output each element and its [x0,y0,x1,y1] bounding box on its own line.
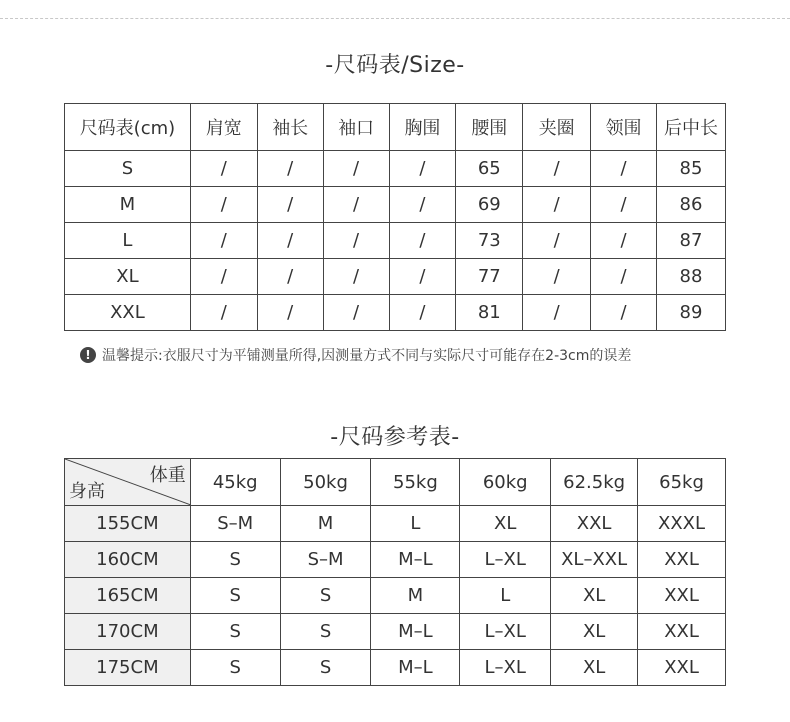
reference-header-row [65,459,726,506]
table-cell: XXL [638,578,726,614]
table-cell: M–L [371,542,460,578]
table-cell: M–L [371,614,460,650]
table-cell: XXXL [638,506,726,542]
table-cell: XL [551,578,638,614]
table-cell: 85 [657,151,726,187]
size-chart-table [64,103,726,331]
weight-header: 62.5kg [551,459,638,506]
table-cell: / [389,295,456,331]
table-cell: L [460,578,551,614]
table-cell: M [65,187,191,223]
table-cell: 77 [456,259,523,295]
exclamation-icon: ! [80,347,96,363]
table-cell: XL [551,614,638,650]
top-dashed-divider [0,18,790,19]
table-cell: XL [65,259,191,295]
table-cell: / [389,223,456,259]
table-cell: / [323,259,389,295]
table-row [65,542,726,578]
table-cell: M [371,578,460,614]
table-cell: / [389,259,456,295]
table-cell: S–M [190,506,280,542]
table-cell: L–XL [460,614,551,650]
table-row [65,187,726,223]
table-cell: / [523,223,591,259]
table-cell: XL [551,650,638,686]
table-cell: 86 [657,187,726,223]
table-cell: XL [460,506,551,542]
weight-header: 45kg [190,459,280,506]
table-cell: XL–XXL [551,542,638,578]
header-size-cm: 尺码表(cm) [65,104,191,151]
table-cell: / [323,223,389,259]
measurement-note-text: 温馨提示:衣服尺寸为平铺测量所得,因测量方式不同与实际尺寸可能存在2-3cm的误差 [102,348,632,364]
height-cell: 155CM [65,506,191,542]
header-collar: 领围 [591,104,657,151]
table-cell: / [257,223,323,259]
table-cell: 89 [657,295,726,331]
table-cell: 73 [456,223,523,259]
table-cell: L [371,506,460,542]
header-shoulder: 肩宽 [190,104,257,151]
table-cell: S [280,578,371,614]
table-row [65,578,726,614]
table-cell: / [323,295,389,331]
table-cell: / [591,259,657,295]
table-cell: 87 [657,223,726,259]
table-cell: / [523,259,591,295]
table-row [65,259,726,295]
table-cell: / [591,223,657,259]
header-armhole: 夹圈 [523,104,591,151]
table-row [65,506,726,542]
table-cell: / [190,187,257,223]
table-cell: / [523,151,591,187]
weight-header: 60kg [460,459,551,506]
reference-chart-title: -尺码参考表- [330,425,460,450]
table-cell: / [591,151,657,187]
table-cell: XXL [551,506,638,542]
table-cell: / [190,223,257,259]
header-chest: 胸围 [389,104,456,151]
table-cell: / [523,187,591,223]
table-cell: M–L [371,650,460,686]
table-cell: / [323,151,389,187]
weight-header: 55kg [371,459,460,506]
table-row [65,223,726,259]
table-cell: S [190,542,280,578]
table-cell: / [389,151,456,187]
table-cell: / [523,295,591,331]
table-cell: / [190,295,257,331]
measurement-note [80,345,631,365]
table-cell: 69 [456,187,523,223]
size-chart-title: -尺码表/Size- [325,53,465,78]
weight-label: 体重 [149,465,186,486]
table-cell: / [389,187,456,223]
table-cell: L–XL [460,542,551,578]
table-cell: 81 [456,295,523,331]
header-sleeve-length: 袖长 [257,104,323,151]
table-cell: L [65,223,191,259]
table-cell: XXL [638,650,726,686]
table-row [65,650,726,686]
table-cell: L–XL [460,650,551,686]
header-waist: 腰围 [456,104,523,151]
table-cell: XXL [638,614,726,650]
table-cell: M [280,506,371,542]
header-back-length: 后中长 [657,104,726,151]
table-cell: / [257,295,323,331]
size-chart-header-row [65,104,726,151]
table-cell: XXL [65,295,191,331]
table-row [65,295,726,331]
header-cuff: 袖口 [323,104,389,151]
table-row [65,151,726,187]
table-cell: S [190,650,280,686]
table-cell: S [280,614,371,650]
table-cell: / [323,187,389,223]
size-reference-table [64,458,726,686]
table-cell: S [190,578,280,614]
table-row [65,614,726,650]
height-cell: 175CM [65,650,191,686]
height-weight-corner-cell [65,459,191,506]
table-cell: 88 [657,259,726,295]
table-cell: 65 [456,151,523,187]
table-cell: / [591,295,657,331]
table-cell: / [190,259,257,295]
table-cell: / [257,259,323,295]
table-cell: S–M [280,542,371,578]
weight-header: 50kg [280,459,371,506]
table-cell: S [280,650,371,686]
table-cell: S [190,614,280,650]
table-cell: / [591,187,657,223]
table-cell: XXL [638,542,726,578]
table-cell: / [257,151,323,187]
height-cell: 170CM [65,614,191,650]
height-cell: 165CM [65,578,191,614]
height-label: 身高 [69,481,105,502]
table-cell: / [190,151,257,187]
table-cell: S [65,151,191,187]
weight-header: 65kg [638,459,726,506]
table-cell: / [257,187,323,223]
height-cell: 160CM [65,542,191,578]
